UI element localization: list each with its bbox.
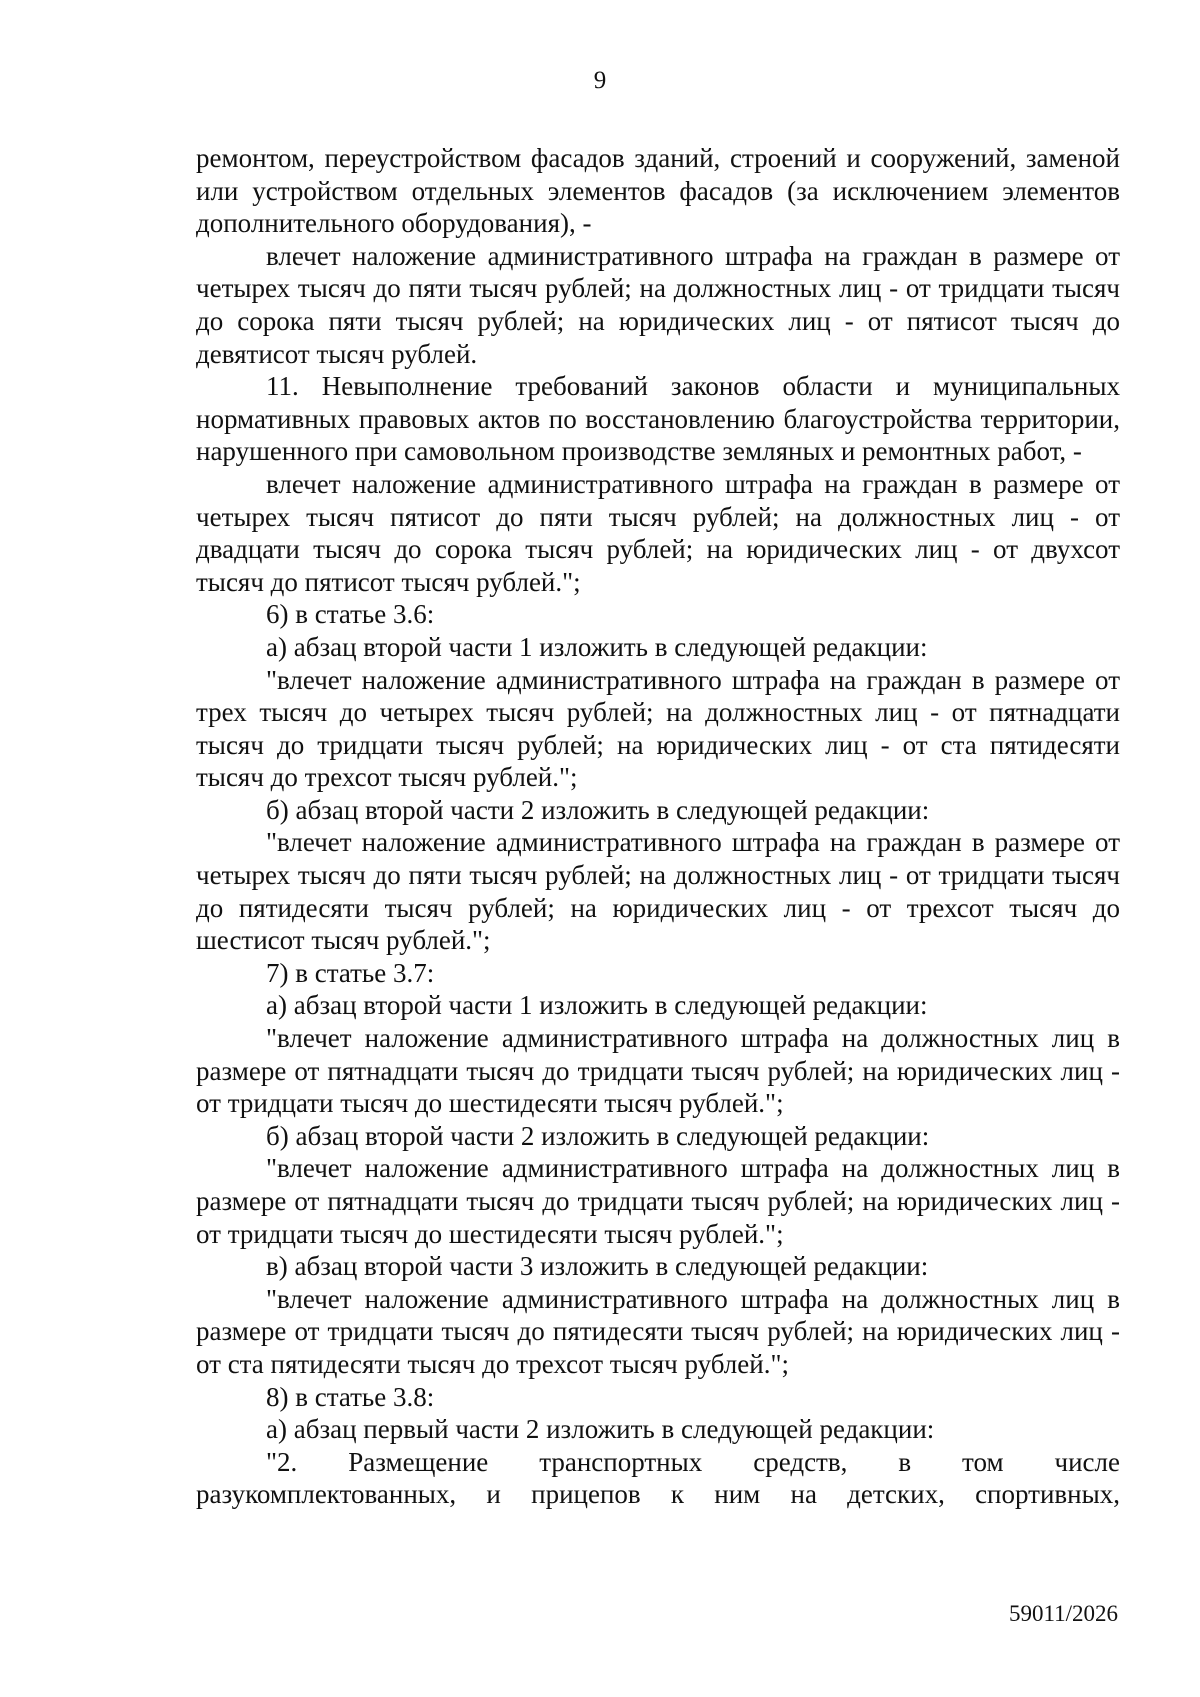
paragraph: "влечет наложение административного штрафа на должностных лиц в размере от пятнадцати тысяч до тридцати тысяч рублей; на юридических лиц - от тридцати тысяч до шестидесяти тысяч рублей."; [196, 1153, 1120, 1249]
paragraph: б) абзац второй части 2 изложить в следующей редакции: [266, 1120, 930, 1151]
paragraph: влечет наложение административного штрафа на граждан в размере от четырех тысяч до пяти тысяч рублей; на должностных лиц - от тридцати тысяч до сорока пяти тысяч рублей; на юридических лиц - от пятисот тысяч до девятисот тысяч рублей. [196, 240, 1120, 369]
paragraph: влечет наложение административного штрафа на граждан в размере от четырех тысяч пятисот до пяти тысяч рублей; на должностных лиц - от двадцати тысяч до сорока тысяч рублей; на юридических лиц - от двухсот тысяч до пятисот тысяч рублей."; [196, 468, 1120, 597]
paragraph: а) абзац второй части 1 изложить в следующей редакции: [266, 990, 928, 1021]
paragraph: ремонтом, переустройством фасадов зданий, строений и сооружений, заменой или устройством отдельных элементов фасадов (за исключением элементов дополнительного оборудования), - [196, 143, 1120, 239]
paragraph: "влечет наложение административного штрафа на граждан в размере от четырех тысяч до пяти тысяч рублей; на должностных лиц - от тридцати тысяч до пятидесяти тысяч рублей; на юридических лиц - от трехсот тысяч до шестисот тысяч рублей."; [196, 827, 1120, 956]
paragraph: 6) в статье 3.6: [266, 599, 435, 630]
paragraph: 11. Невыполнение требований законов области и муниципальных нормативных правовых актов по восстановлению благоустройства территории, нарушенного при самовольном производстве земляных и ремонтных работ, - [196, 371, 1120, 467]
paragraph: а) абзац второй части 1 изложить в следующей редакции: [266, 631, 928, 662]
paragraph: в) абзац второй части 3 изложить в следующей редакции: [266, 1251, 929, 1282]
paragraph: 8) в статье 3.8: [266, 1381, 435, 1412]
paragraph: "влечет наложение административного штрафа на должностных лиц в размере от пятнадцати тысяч до тридцати тысяч рублей; на юридических лиц - от тридцати тысяч до шестидесяти тысяч рублей."; [196, 1023, 1120, 1119]
document-code: 59011/2026 [1008, 1601, 1118, 1626]
paragraph: "2. Размещение транспортных средств, в том числе разукомплектованных, и прицепов к ним на детских, спортивных, [196, 1446, 1120, 1510]
paragraph: "влечет наложение административного штрафа на должностных лиц в размере от тридцати тысяч до пятидесяти тысяч рублей; на юридических лиц - от ста пятидесяти тысяч до трехсот тысяч рублей."; [196, 1283, 1120, 1379]
paragraph: 7) в статье 3.7: [266, 957, 435, 988]
document-body [196, 142, 1120, 1511]
paragraph: а) абзац первый части 2 изложить в следующей редакции: [266, 1414, 935, 1445]
paragraph: "влечет наложение административного штрафа на граждан в размере от трех тысяч до четырех тысяч рублей; на должностных лиц - от пятнадцати тысяч до тридцати тысяч рублей; на юридических лиц - от ста пятидесяти тысяч до трехсот тысяч рублей."; [196, 664, 1120, 793]
paragraph: б) абзац второй части 2 изложить в следующей редакции: [266, 794, 930, 825]
page-number: 9 [593, 67, 607, 94]
